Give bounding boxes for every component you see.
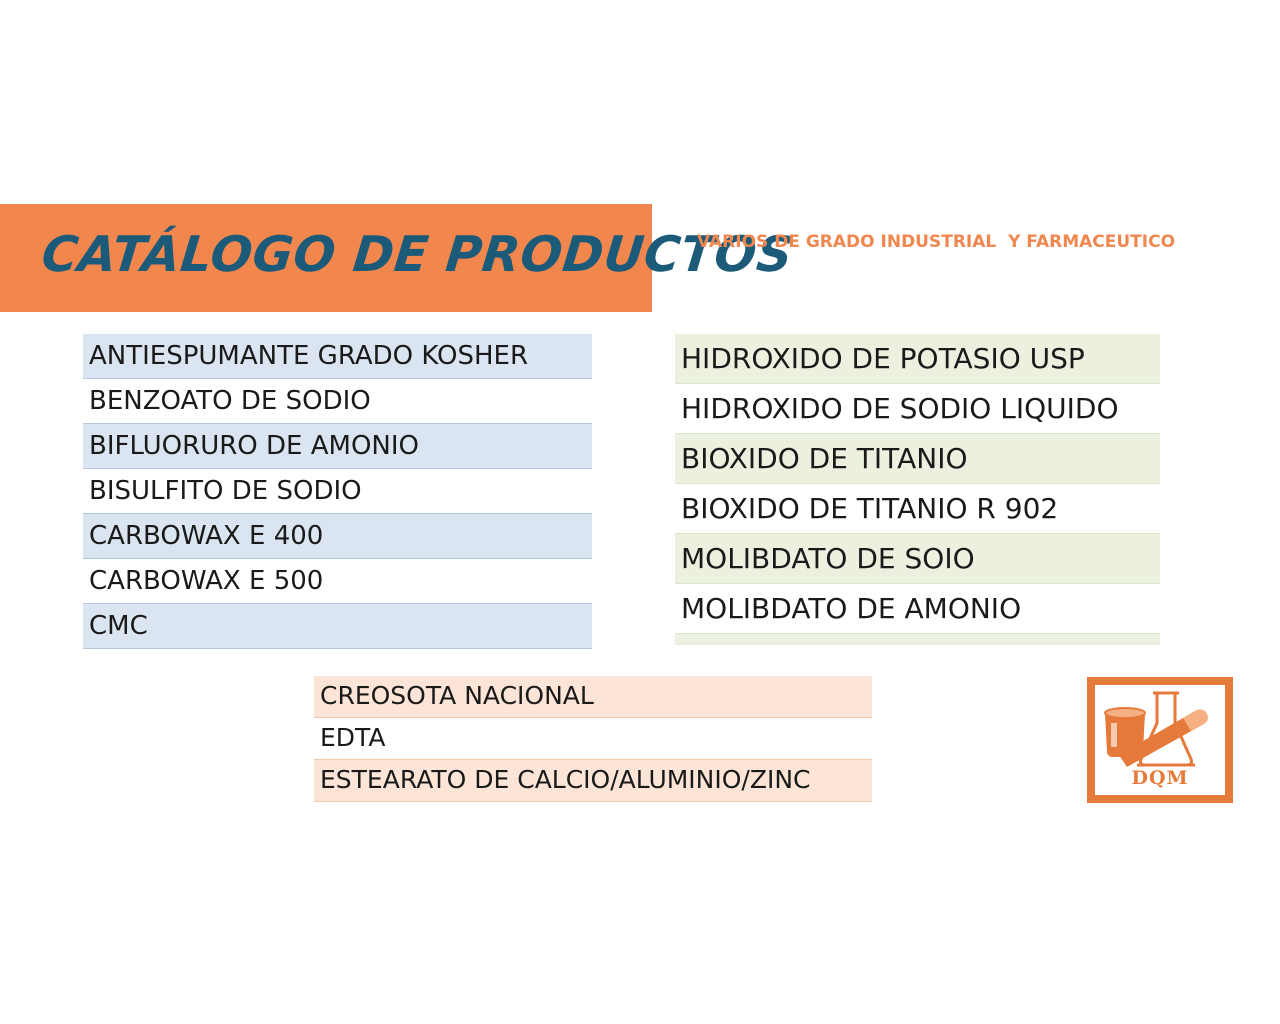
catalog-subtitle: VARIOS DE GRADO INDUSTRIAL Y FARMACEUTICO: [697, 232, 1176, 252]
product-row: ESTEARATO DE CALCIO/ALUMINIO/ZINC: [314, 760, 872, 802]
dqm-logo: [1087, 677, 1233, 803]
product-row: BISULFITO DE SODIO: [83, 469, 592, 514]
logo-text: DQM: [1131, 767, 1189, 789]
product-row: CARBOWAX E 500: [83, 559, 592, 604]
product-row: MOLIBDATO DE SOIO: [675, 534, 1160, 584]
product-table-right: [675, 334, 1160, 645]
product-row: HIDROXIDO DE POTASIO USP: [675, 334, 1160, 384]
product-row: CMC: [83, 604, 592, 649]
product-table-left: [83, 334, 592, 649]
product-row: ANTIESPUMANTE GRADO KOSHER: [83, 334, 592, 379]
product-table-bottom: [314, 676, 872, 802]
product-row: EDTA: [314, 718, 872, 760]
product-row: BENZOATO DE SODIO: [83, 379, 592, 424]
product-row: CARBOWAX E 400: [83, 514, 592, 559]
product-row: HIDROXIDO DE SODIO LIQUIDO: [675, 384, 1160, 434]
product-row: BIOXIDO DE TITANIO: [675, 434, 1160, 484]
product-row: CREOSOTA NACIONAL: [314, 676, 872, 718]
product-row: BIOXIDO DE TITANIO R 902: [675, 484, 1160, 534]
catalog-title: CATÁLOGO DE PRODUCTOS: [39, 226, 796, 283]
logo-frame: [1093, 683, 1227, 797]
product-row: MOLIBDATO DE AMONIO: [675, 584, 1160, 634]
table-empty-row: [675, 634, 1160, 645]
product-row: BIFLUORURO DE AMONIO: [83, 424, 592, 469]
